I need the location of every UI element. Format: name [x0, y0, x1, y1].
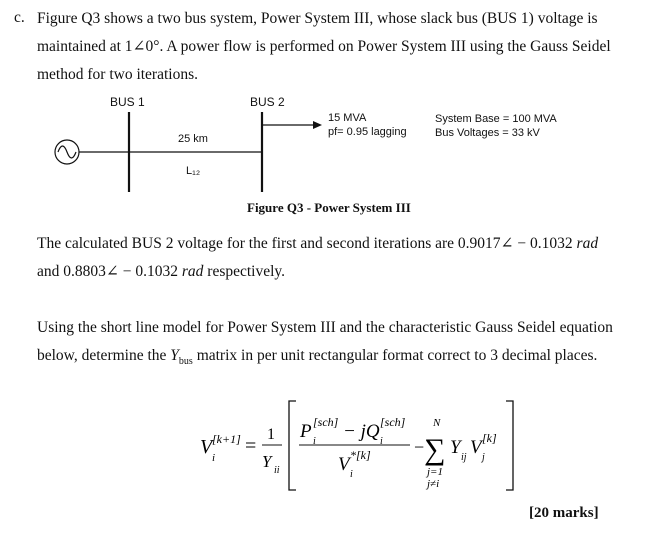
eq-equals: =	[245, 435, 257, 457]
results-text-c: respectively.	[207, 263, 286, 280]
eq-vj-sup: [k]	[482, 431, 497, 445]
sine-wave-icon	[58, 146, 76, 158]
load-mva-label: 15 MVA	[328, 112, 367, 124]
arrow-head-icon	[313, 121, 322, 129]
system-base-label: System Base = 100 MVA	[435, 113, 557, 125]
bus-voltage-label: Bus Voltages = 33 kV	[435, 127, 540, 139]
power-system-diagram	[0, 0, 651, 220]
results-unit-1: rad	[576, 235, 599, 252]
bus-1-label: BUS 1	[110, 95, 145, 109]
task-paragraph	[37, 314, 637, 376]
results-paragraph	[37, 230, 637, 286]
eq-vj: V	[470, 437, 482, 458]
eq-sigma: ∑	[424, 433, 446, 466]
question-intro: Figure Q3 shows a two bus system, Power System III, whose slack bus (BUS 1) voltage is maintained at 1∠0°. A power flow is performed on Power System III using the Gauss Seidel method for two iterations.	[37, 10, 611, 83]
eq-vj-sub: j	[482, 452, 485, 463]
eq-yij-sub: ij	[461, 452, 467, 463]
eq-p: P	[300, 421, 312, 442]
eq-sum-bottom-1: j=1	[427, 466, 443, 478]
task-text-b: matrix in per unit rectangular format correct to 3 decimal places.	[196, 347, 598, 364]
eq-v-den-sup: *[k]	[350, 448, 371, 462]
figure-caption: Figure Q3 - Power System III	[247, 200, 411, 215]
eq-lhs-sup: [k+1]	[212, 432, 241, 446]
eq-yii-sub: ii	[274, 465, 280, 476]
question-label: c.	[14, 9, 25, 26]
eq-q-sup: [sch]	[380, 415, 406, 429]
eq-lhs-sub: i	[212, 452, 216, 464]
eq-v-den-sub: i	[350, 469, 353, 480]
line-name-label: L₁₂	[186, 165, 201, 177]
left-bracket	[289, 401, 296, 490]
ybus-symbol: Y	[170, 347, 179, 364]
task-text-a: Using the short line model for Power System III and the characteristic Gauss Seidel equation below, determine the	[37, 319, 613, 364]
ybus-subscript: bus	[178, 356, 193, 368]
right-bracket	[506, 401, 513, 490]
eq-p-sub: i	[313, 436, 316, 447]
line-length-label: 25 km	[178, 133, 208, 145]
eq-one: 1	[267, 426, 275, 443]
bus-2-label: BUS 2	[250, 95, 285, 109]
results-unit-2: rad	[181, 263, 204, 280]
eq-p-sup: [sch]	[313, 415, 339, 429]
eq-v-den: V	[338, 454, 350, 475]
load-pf-label: pf= 0.95 lagging	[328, 126, 407, 138]
eq-minus-jq: − jQ	[343, 421, 380, 442]
eq-yij: Y	[450, 437, 461, 458]
eq-sum-bottom-2: j≠i	[427, 478, 440, 490]
eq-minus: −	[414, 437, 425, 457]
eq-q-sub: i	[380, 436, 383, 447]
marks-label: [20 marks]	[529, 505, 599, 521]
results-text-b: and 0.8803∠ − 0.1032	[37, 263, 178, 280]
results-text-a: The calculated BUS 2 voltage for the first and second iterations are 0.9017∠ − 0.1032	[37, 235, 573, 252]
eq-sum-top: N	[433, 417, 441, 429]
eq-yii: Y	[262, 452, 272, 471]
eq-lhs: V	[200, 436, 213, 458]
